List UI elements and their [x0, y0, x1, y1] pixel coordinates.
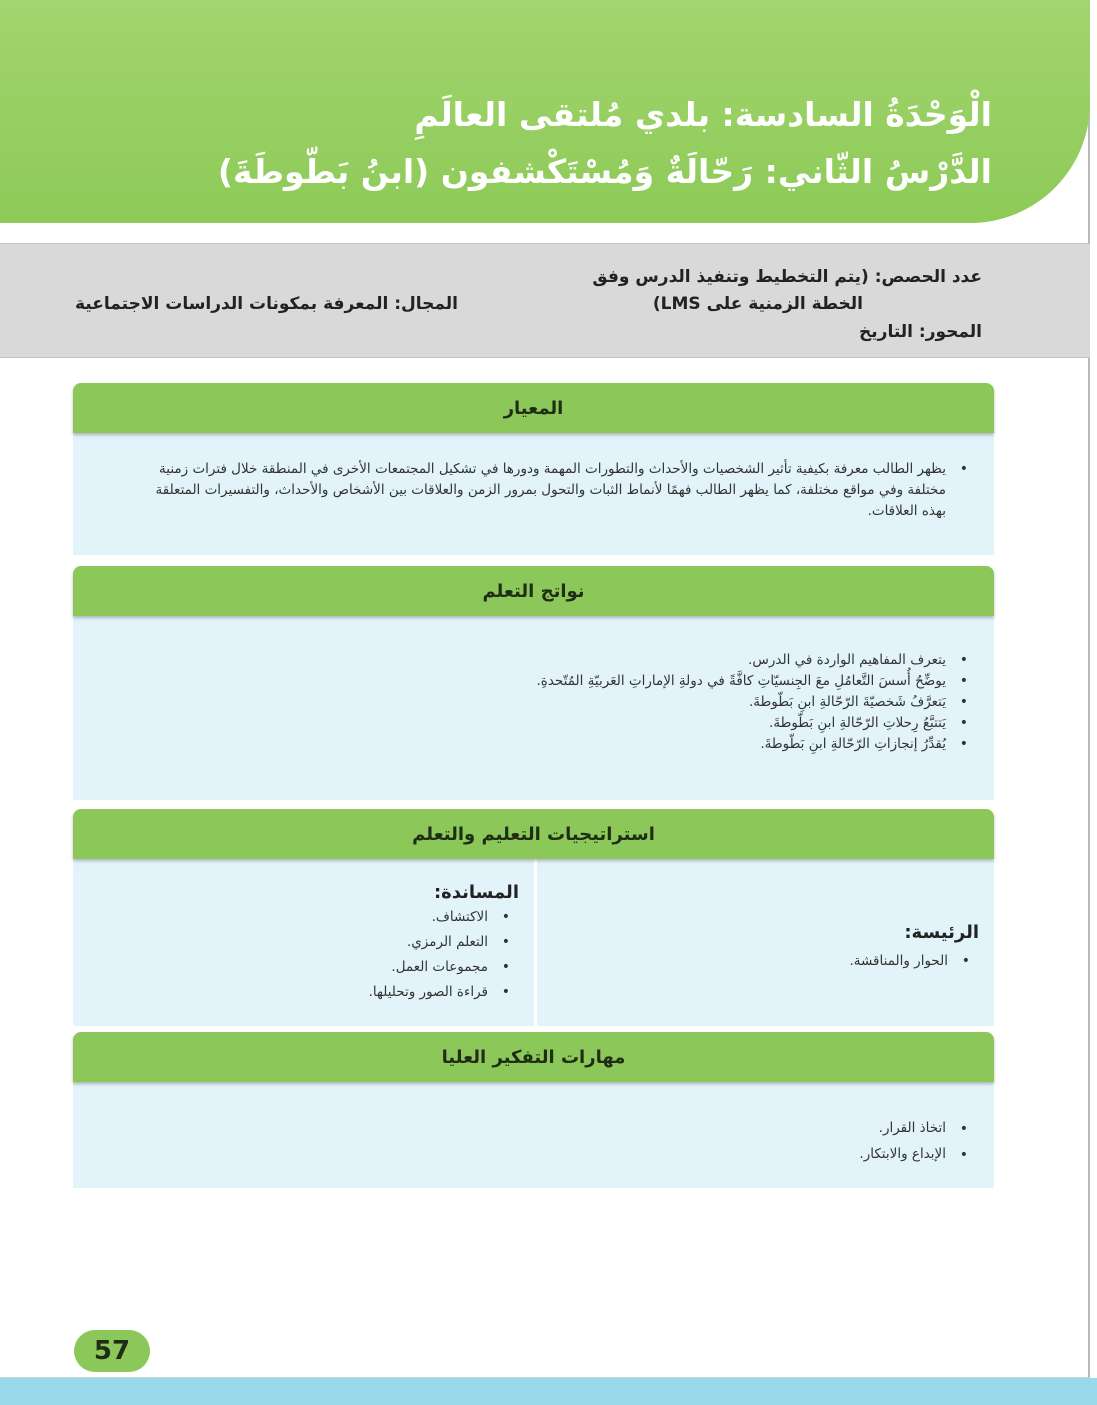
strategies-body [73, 859, 994, 1026]
support-strategies-heading: المساندة: [433, 882, 519, 903]
page-number: 57 [74, 1330, 150, 1372]
list-item: • الحوار والمناقشة. [849, 949, 974, 974]
sessions-count: عدد الحصص: (يتم التخطيط وتنفيذ الدرس وفق [592, 267, 982, 287]
sessions-count-note: الخطة الزمنية على LMS) [652, 294, 863, 314]
list-item: • قراءة الصور وتحليلها. [369, 980, 514, 1005]
standard-heading: المعيار [73, 383, 994, 433]
list-item: • اتخاذ القرار. [133, 1116, 972, 1142]
list-item: • الإبداع والابتكار. [133, 1142, 972, 1168]
axis-label: المحور: التاريخ [859, 322, 982, 342]
list-item: • يظهر الطالب معرفة بكيفية تأثير الشخصيات والأحداث والتطورات المهمة ودورها في تشكيل المجتمعات الأخرى في المنطقة خلال فترات زمنية مختلفة وفي مواقع مختلفة، كما يظهر الطالب فهمًا لأنماط الثبات والتحول بمرور الزمن والعلاقات بين الأشخاص والأحداث، والتفسيرات المتعلقة بهذه العلاقات. [133, 459, 972, 522]
strategies-section [73, 809, 994, 1026]
unit-title: الْوَحْدَةُ السادسة: بلدي مُلتقى العالَمِ [414, 95, 992, 134]
lesson-title: الدَّرْسُ الثّاني: رَحّالَةٌ وَمُسْتَكْشفون (ابنُ بَطّوطَةَ) [217, 152, 992, 191]
main-strategies-heading: الرئيسة: [904, 922, 979, 943]
list-item: • يَتعرَّفُ شَخصيّةَ الرّحّالةِ ابنِ بَطّوطةَ. [133, 692, 972, 713]
learning-outcomes-list [133, 650, 972, 755]
standard-body [73, 433, 994, 555]
standard-list [133, 459, 972, 522]
list-item: • يُقدِّرُ إنجازاتِ الرّحّالةِ ابنِ بَطّوطةَ. [133, 734, 972, 755]
learning-outcomes-heading: نواتج التعلم [73, 566, 994, 616]
support-strategies-column [73, 859, 534, 1026]
higher-thinking-body [73, 1082, 994, 1188]
learning-outcomes-body [73, 616, 994, 800]
higher-thinking-list [133, 1116, 972, 1167]
learning-outcomes-section [73, 566, 994, 800]
domain-label: المجال: المعرفة بمكونات الدراسات الاجتماعية [75, 294, 459, 314]
list-item: • التعلم الرمزي. [369, 930, 514, 955]
main-strategies-column [534, 859, 994, 1026]
list-item: • يَتتبَّعُ رِحلاتِ الرّحّالةِ ابنِ بَطّوطةَ. [133, 713, 972, 734]
list-item: • مجموعات العمل. [369, 955, 514, 980]
header-banner [0, 0, 1090, 223]
list-item: • الاكتشاف. [369, 905, 514, 930]
lesson-info-band [0, 243, 1090, 358]
standard-section [73, 383, 994, 555]
footer-strip [0, 1378, 1097, 1405]
list-item: • يتعرف المفاهيم الواردة في الدرس. [133, 650, 972, 671]
higher-thinking-heading: مهارات التفكير العليا [73, 1032, 994, 1082]
support-strategies-list [369, 905, 514, 1005]
main-strategies-list [849, 949, 974, 974]
strategies-heading: استراتيجيات التعليم والتعلم [73, 809, 994, 859]
list-item: • يوضِّحُ أُسسَ التَّعامُلِ معَ الجِنسيّاتِ كافَّةً في دولةِ الإماراتِ العَربيّةِ المُتّحدةِ. [133, 671, 972, 692]
higher-thinking-section [73, 1032, 994, 1188]
